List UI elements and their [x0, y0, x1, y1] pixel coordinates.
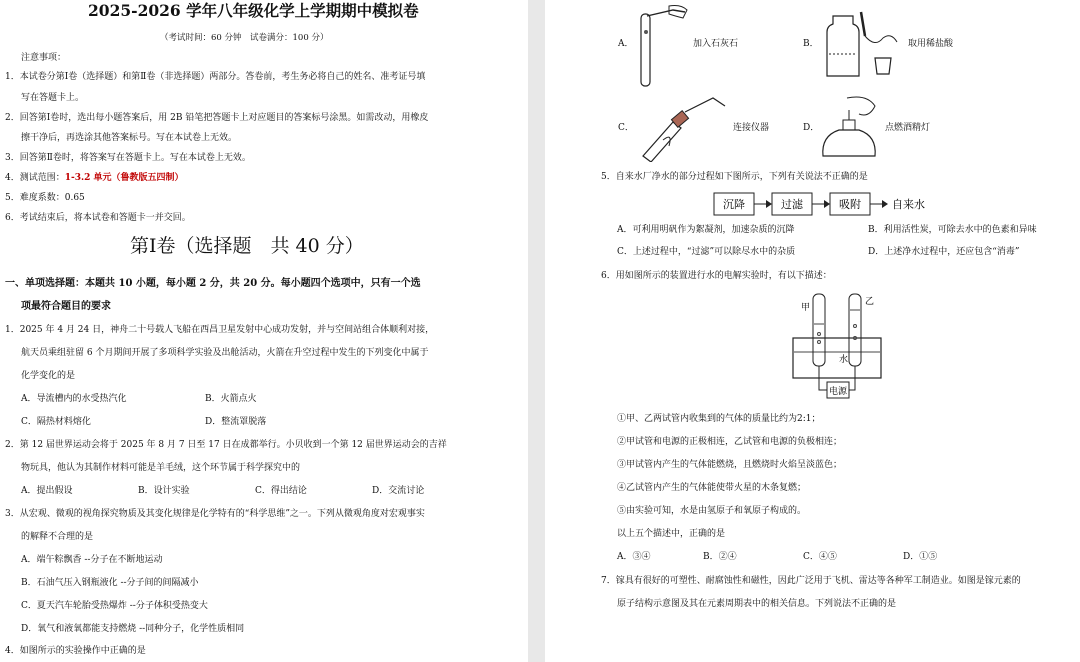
- exam-page-left: [0, 0, 528, 662]
- statement: ①甲、乙两试管内收集到的气体的质量比约为2:1；: [617, 414, 821, 424]
- add-limestone-illustration: [633, 4, 689, 88]
- range-prefix: 4．测试范围：: [5, 173, 65, 183]
- option: C．夏天汽车轮胎受热爆炸 --分子体积受热变大: [21, 601, 208, 611]
- power-source-label: 电源: [828, 387, 848, 397]
- option: B．利用活性炭，可除去水中的色素和异味: [868, 225, 1037, 235]
- statement: ⑤由实验可知，水是由氢原子和氧原子构成的。: [617, 506, 807, 516]
- tube-label-right: 乙: [865, 297, 875, 307]
- exam-page-right: [545, 0, 1080, 662]
- option-label: 连接仪器: [733, 123, 770, 133]
- option: A．③④: [617, 552, 651, 562]
- option-label: 点燃酒精灯: [885, 123, 931, 133]
- question-7: 7．镓具有很好的可塑性、耐腐蚀性和磁性，因此广泛用于飞机、雷达等各种军工制造业。如图是镓元素的: [601, 576, 1021, 586]
- option: C．④⑤: [803, 552, 837, 562]
- water-treatment-flow: [710, 189, 970, 219]
- option: D．①⑤: [903, 552, 938, 562]
- exam-subtitle: （考试时间：60 分钟 试卷满分：100 分）: [160, 33, 329, 43]
- question-3: 3．从宏观、微观的视角探究物质及其变化规律是化学特有的“科学思维”之一。下列从微观角度对宏观事实: [5, 509, 425, 519]
- option: B．②④: [703, 552, 737, 562]
- note-line: 擦干净后，再选涂其他答案标号。写在本试卷上无效。: [21, 133, 238, 143]
- option-label: 取用稀盐酸: [908, 39, 954, 49]
- option: A．端午粽飘香 --分子在不断地运动: [21, 555, 163, 565]
- option: D．整流罩脱落: [205, 417, 267, 427]
- notice-heading: 注意事项：: [21, 53, 67, 63]
- question-1: 化学变化的是: [21, 371, 76, 381]
- option: B．石油气压入钢瓶液化 --分子间的间隔减小: [21, 578, 199, 588]
- part-heading: 一、单项选择题：本题共 10 小题，每小题 2 分，共 20 分。每小题四个选项中，只有一个选: [5, 278, 421, 289]
- option: D．交流讨论: [372, 486, 425, 496]
- dropper-illustration: [817, 8, 907, 80]
- option: A．可利用明矾作为絮凝剂，加速杂质的沉降: [617, 225, 795, 235]
- question-1: 1．2025 年 4 月 24 日，神舟二十号载人飞船在西昌卫星发射中心成功发射，并与空间站组合体顺利对接，: [5, 325, 435, 335]
- question-7: 原子结构示意图及其在元素周期表中的相关信息。下列说法不正确的是: [617, 599, 897, 609]
- option-letter: D．: [803, 123, 820, 133]
- note-line: 2．回答第Ⅰ卷时，选出每小题答案后，用 2B 铅笔把答题卡上对应题目的答案标号涂黑。如需改动，用橡皮: [5, 113, 429, 123]
- question-1: 航天员乘组驻留 6 个月期间开展了多项科学实验及出舱活动，火箭在升空过程中发生的下列变化中属于: [21, 348, 429, 358]
- option: D．氧气和液氧都能支持燃烧 --同种分子，化学性质相同: [21, 624, 245, 634]
- question-4: 4．如图所示的实验操作中正确的是: [5, 646, 146, 656]
- statement: ④乙试管内产生的气体能使带火星的木条复燃；: [617, 483, 807, 493]
- note-line: 3．回答第Ⅱ卷时，将答案写在答题卡上。写在本试卷上无效。: [5, 153, 251, 163]
- flow-step-adsorption: 吸附: [839, 198, 861, 211]
- note-line: 5．难度系数：0.65: [5, 193, 85, 203]
- flow-step-sedimentation: 沉降: [723, 198, 745, 211]
- option: A．提出假设: [21, 486, 73, 496]
- option: A．导流槽内的水受热汽化: [21, 394, 127, 404]
- electrolysis-apparatus-diagram: [781, 290, 893, 402]
- part-heading: 项最符合题目的要求: [21, 301, 111, 312]
- note-line: 写在答题卡上。: [21, 93, 85, 103]
- option: C．上述过程中，“过滤”可以除尽水中的杂质: [617, 247, 796, 257]
- question-prompt: 以上五个描述中，正确的是: [617, 529, 726, 539]
- note-line-range: [5, 172, 184, 184]
- option-label: 加入石灰石: [693, 39, 739, 49]
- range-value: 1-3.2 单元（鲁教版五四制）: [64, 173, 184, 183]
- option-letter: B．: [803, 39, 819, 49]
- alcohol-lamp-illustration: [817, 96, 887, 162]
- note-line: 1．本试卷分第Ⅰ卷（选择题）和第Ⅱ卷（非选择题）两部分。答卷前，考生务必将自己的姓名、准考证号填: [5, 72, 426, 82]
- question-3: 的解释不合理的是: [21, 532, 94, 542]
- connect-apparatus-illustration: [633, 92, 733, 162]
- question-2: 物玩具，他认为其制作材料可能是羊毛绒，这个环节属于科学探究中的: [21, 463, 301, 473]
- flow-step-tap-water: 自来水: [892, 198, 925, 211]
- statement: ③甲试管内产生的气体能燃烧，且燃烧时火焰呈淡蓝色；: [617, 460, 843, 470]
- question-2: 2．第 12 届世界运动会将于 2025 年 8 月 7 日至 17 日在成都举行。小贝收到一个第 12 届世界运动会的吉祥: [5, 440, 447, 450]
- exam-title: 2025-2026 学年八年级化学上学期期中模拟卷: [88, 1, 419, 20]
- statement: ②甲试管和电源的正极相连，乙试管和电源的负极相连；: [617, 437, 843, 447]
- option: C．隔热材料熔化: [21, 417, 91, 427]
- water-label: 水: [839, 355, 849, 365]
- tube-label-left: 甲: [801, 303, 811, 313]
- question-5: 5．自来水厂净水的部分过程如下图所示，下列有关说法不正确的是: [601, 172, 868, 182]
- option: B．设计实验: [138, 486, 190, 496]
- option: D．上述净水过程中，还应包含“消毒”: [868, 247, 1020, 257]
- option-letter: A．: [618, 39, 634, 49]
- note-line: 6．考试结束后，将本试卷和答题卡一并交回。: [5, 213, 191, 223]
- option-letter: C．: [618, 123, 634, 133]
- question-6: 6．用如图所示的装置进行水的电解实验时，有以下描述：: [601, 271, 832, 281]
- page-gutter: [528, 0, 545, 662]
- option: C．得出结论: [255, 486, 307, 496]
- flow-step-filtration: 过滤: [781, 198, 803, 211]
- option: B．火箭点火: [205, 394, 257, 404]
- section-title: 第Ⅰ卷（选择题 共 40 分）: [130, 235, 364, 257]
